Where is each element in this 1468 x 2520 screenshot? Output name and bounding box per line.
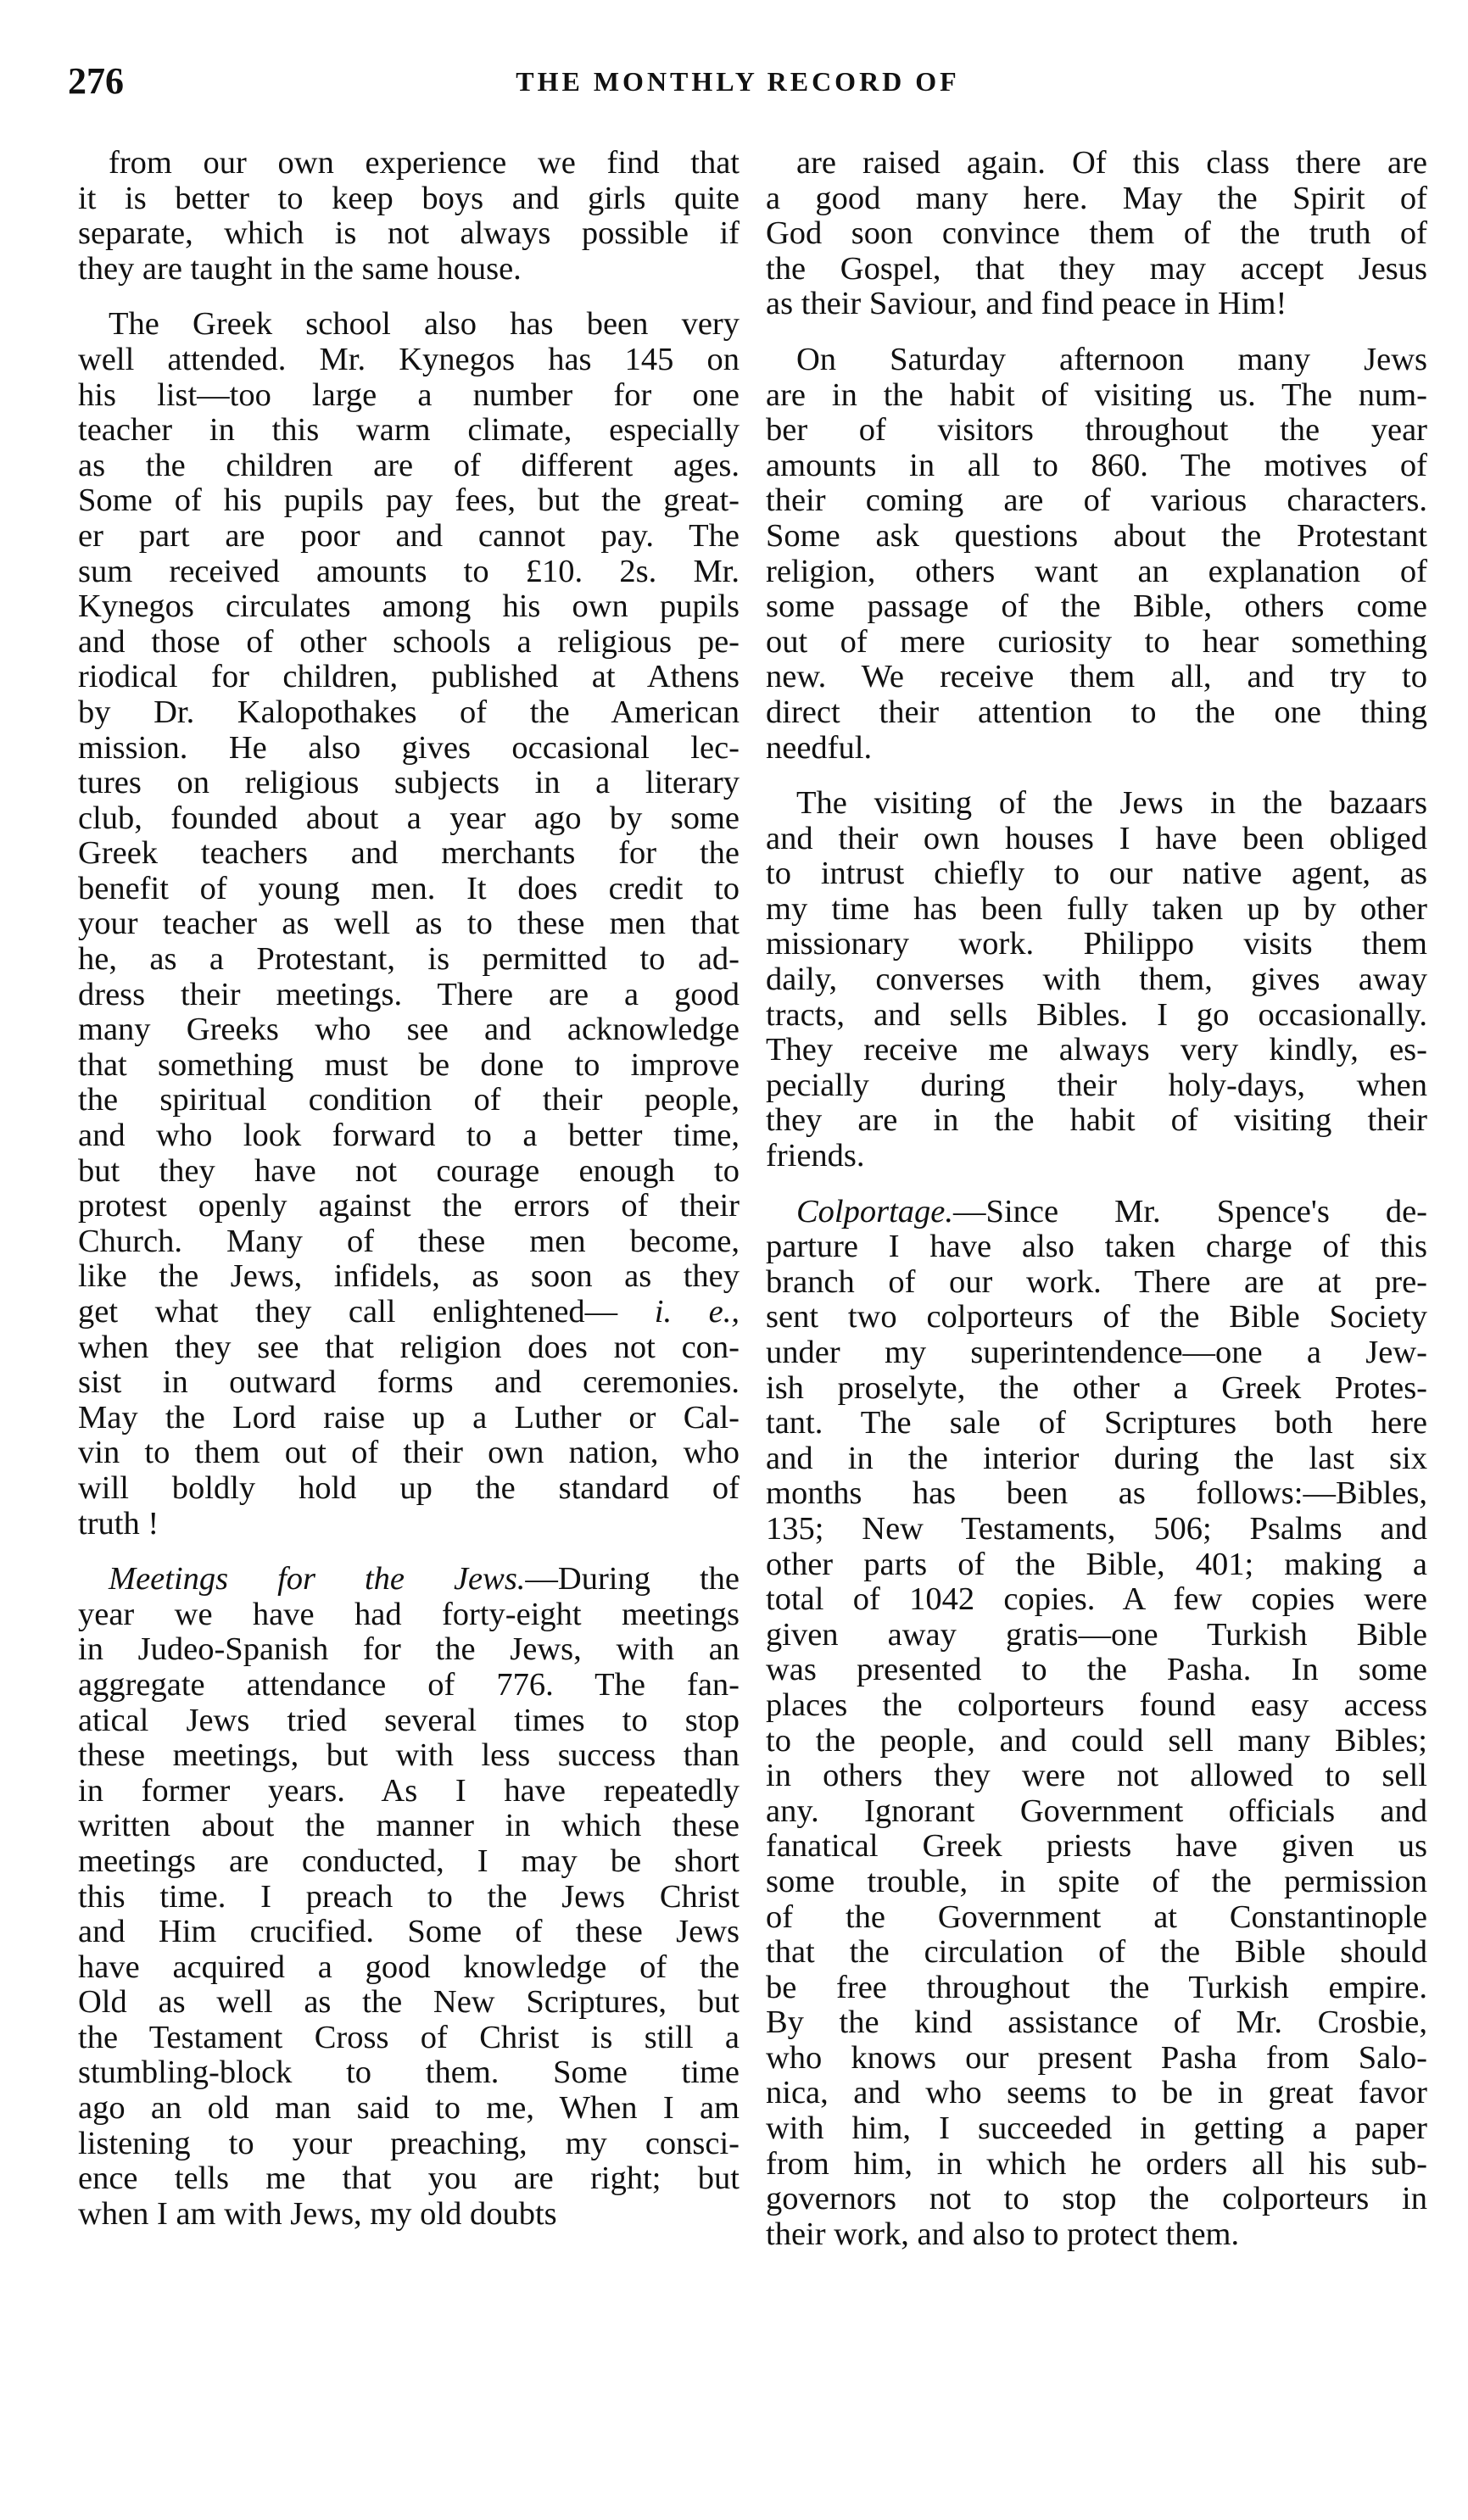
left-column: [78, 146, 740, 2232]
line-text: but they have not courage enough to: [78, 1153, 740, 1189]
text-line: [78, 1738, 740, 1774]
text-line: [78, 1507, 740, 1542]
paragraph: [766, 343, 1427, 766]
line-text: —Since Mr. Spence's de-: [953, 1194, 1427, 1229]
text-line: [78, 1330, 740, 1366]
text-line: [766, 1865, 1427, 1900]
line-text: the Gospel, that they may accept Jesus: [766, 251, 1427, 287]
line-text: of the Government at Constantinople: [766, 1899, 1427, 1935]
line-text: some trouble, in spite of the permission: [766, 1864, 1427, 1899]
text-line: [78, 252, 740, 287]
line-text: places the colporteurs found easy access: [766, 1687, 1427, 1723]
text-line: [78, 1471, 740, 1507]
text-line: [766, 449, 1427, 484]
text-line: [766, 1724, 1427, 1759]
line-text: They receive me always very kindly, es-: [766, 1033, 1427, 1068]
line-text: stumbling-block to them. Some time: [78, 2055, 740, 2091]
text-line: [78, 942, 740, 978]
text-line: [78, 1259, 740, 1295]
paragraph-gap: [78, 1542, 740, 1562]
paragraph-gap: [78, 287, 740, 307]
paragraph: [78, 1562, 740, 2232]
line-text: club, founded about a year ago by some: [78, 800, 740, 836]
line-text: ence tells me that you are right; but: [78, 2161, 740, 2197]
text-line: [78, 1365, 740, 1401]
line-text: who knows our present Pasha from Salo-: [766, 2040, 1427, 2076]
line-text: under my superintendence—one a Jew-: [766, 1335, 1427, 1370]
text-line: [766, 1688, 1427, 1724]
text-line: [766, 1265, 1427, 1301]
text-line: [766, 1582, 1427, 1618]
line-text: tracts, and sells Bibles. I go occasionally.: [766, 997, 1427, 1033]
text-line: [766, 2005, 1427, 2041]
text-line: [78, 1844, 740, 1880]
line-text: tant. The sale of Scriptures both here: [766, 1406, 1427, 1441]
text-line: [78, 1154, 740, 1190]
text-line: [766, 252, 1427, 287]
line-text: truth !: [78, 1506, 159, 1542]
text-line: [78, 589, 740, 625]
text-line: [766, 519, 1427, 555]
text-line: [78, 1774, 740, 1809]
line-text: and in the interior during the last six: [766, 1441, 1427, 1476]
text-line: [766, 1068, 1427, 1104]
line-text: get what they call enlightened—: [78, 1295, 618, 1330]
line-text: missionary work. Philippo visits them: [766, 927, 1427, 962]
text-line: [78, 1224, 740, 1260]
paragraph: [78, 146, 740, 287]
line-text: aggregate attendance of 776. The fan-: [78, 1667, 740, 1703]
line-text: Greek teachers and merchants for the: [78, 836, 740, 872]
text-line: [78, 1118, 740, 1154]
text-line: [766, 1971, 1427, 2006]
paragraph-gap: [766, 322, 1427, 343]
line-text: it is better to keep boys and girls quite: [78, 181, 740, 216]
line-text: religion, others want an explanation of: [766, 554, 1427, 589]
text-line: [766, 1900, 1427, 1936]
line-text: that something must be done to improve: [78, 1047, 740, 1083]
line-text: their coming are of various characters.: [766, 483, 1427, 519]
line-text: he, as a Protestant, is permitted to ad-: [78, 942, 740, 978]
text-line: [766, 1829, 1427, 1865]
text-line: [78, 519, 740, 555]
text-line: [766, 1103, 1427, 1139]
line-text: By the kind assistance of Mr. Crosbie,: [766, 2005, 1427, 2041]
line-text: riodical for children, published at Athens: [78, 660, 740, 695]
line-text: to intrust chiefly to our native agent, as: [766, 856, 1427, 892]
text-line: [766, 1653, 1427, 1688]
line-text: atical Jews tried several times to stop: [78, 1703, 740, 1738]
italic-heading: Colportage.: [796, 1194, 954, 1229]
text-line: [766, 287, 1427, 322]
line-text: they are in the habit of visiting their: [766, 1103, 1427, 1139]
line-text: God soon convince them of the truth of: [766, 216, 1427, 252]
text-line: [78, 1880, 740, 1915]
text-line: [78, 483, 740, 519]
line-text: and Him crucified. Some of these Jews: [78, 1915, 740, 1950]
text-line: [78, 1436, 740, 1471]
text-line: [78, 906, 740, 942]
text-line: [78, 1562, 740, 1597]
paragraph: [78, 307, 740, 1542]
text-line: [766, 555, 1427, 590]
line-text: as the children are of different ages.: [78, 448, 740, 483]
italic-text: i. e.,: [654, 1295, 740, 1330]
text-line: [766, 2147, 1427, 2183]
text-line: [766, 1547, 1427, 1583]
text-line: [78, 1048, 740, 1084]
text-line: [78, 872, 740, 907]
line-text: ish proselyte, the other a Greek Protes-: [766, 1370, 1427, 1406]
line-text: pecially during their holy-days, when: [766, 1068, 1427, 1103]
text-line: [78, 978, 740, 1013]
line-text: nica, and who seems to be in great favor: [766, 2076, 1427, 2111]
line-text: in others they were not allowed to sell: [766, 1759, 1427, 1794]
text-line: [766, 1618, 1427, 1653]
text-line: [766, 1441, 1427, 1477]
line-text: are in the habit of visiting us. The num-: [766, 377, 1427, 413]
text-line: [78, 660, 740, 695]
line-text: the spiritual condition of their people,: [78, 1083, 740, 1118]
line-text: 135; New Testaments, 506; Psalms and: [766, 1511, 1427, 1547]
line-text: needful.: [766, 730, 873, 766]
text-line: [766, 892, 1427, 928]
line-text: sent two colporteurs of the Bible Society: [766, 1300, 1427, 1335]
line-text: as their Saviour, and find peace in Him!: [766, 287, 1287, 322]
line-text: direct their attention to the one thing: [766, 694, 1427, 730]
line-text: their work, and also to protect them.: [766, 2216, 1240, 2252]
text-line: [766, 2111, 1427, 2147]
text-line: [78, 181, 740, 217]
line-text: year we have had forty-eight meetings: [78, 1597, 740, 1632]
line-text: listening to your preaching, my consci-: [78, 2126, 740, 2161]
line-text: meetings are conducted, I may be short: [78, 1843, 740, 1879]
right-column: [766, 146, 1427, 2252]
line-text: and who look forward to a better time,: [78, 1118, 740, 1154]
text-line: [766, 343, 1427, 378]
text-line: [78, 307, 740, 343]
line-text: will boldly hold up the standard of: [78, 1470, 740, 1506]
text-line: [766, 660, 1427, 695]
text-line: [766, 2217, 1427, 2253]
paragraph-gap: [766, 766, 1427, 786]
line-text: your teacher as well as to these men that: [78, 906, 740, 942]
text-line: [78, 1668, 740, 1703]
text-line: [78, 2127, 740, 2162]
line-text: Old as well as the New Scriptures, but: [78, 1985, 740, 2021]
text-line: [766, 625, 1427, 661]
text-line: [78, 695, 740, 731]
line-text: are raised again. Of this class there are: [796, 146, 1427, 181]
running-title: THE MONTHLY RECORD OF: [516, 66, 960, 97]
line-text: they are taught in the same house.: [78, 251, 522, 287]
line-text: May the Lord raise up a Luther or Cal-: [78, 1400, 740, 1436]
text-line: [78, 1915, 740, 1950]
line-text: Some of his pupils pay fees, but the great-: [78, 483, 740, 519]
line-text: some passage of the Bible, others come: [766, 589, 1427, 625]
text-line: [766, 786, 1427, 822]
line-text: Kynegos circulates among his own pupils: [78, 589, 740, 625]
line-text: that the circulation of the Bible should: [766, 1935, 1427, 1971]
paragraph-gap: [766, 1174, 1427, 1195]
line-text: dress their meetings. There are a good: [78, 977, 740, 1012]
line-text: a good many here. May the Spirit of: [766, 181, 1427, 216]
text-line: [78, 449, 740, 484]
line-text: in former years. As I have repeatedly: [78, 1773, 740, 1809]
paragraph: [766, 1195, 1427, 2253]
text-line: [766, 2076, 1427, 2111]
line-text: ber of visitors throughout the year: [766, 413, 1427, 449]
line-text: written about the manner in which these: [78, 1809, 740, 1844]
line-text: daily, converses with them, gives away: [766, 962, 1427, 998]
text-line: [766, 2182, 1427, 2217]
text-line: [766, 927, 1427, 962]
line-text: from him, in which he orders all his sub-: [766, 2146, 1427, 2182]
text-line: [78, 766, 740, 801]
line-text: er part are poor and cannot pay. The: [78, 518, 740, 554]
line-text: many Greeks who see and acknowledge: [78, 1012, 740, 1048]
text-line: [766, 1335, 1427, 1371]
text-line: [766, 1195, 1427, 1230]
text-line: [78, 731, 740, 767]
text-line: [78, 413, 740, 449]
line-text: friends.: [766, 1139, 865, 1174]
line-text: well attended. Mr. Kynegos has 145 on: [78, 342, 740, 377]
text-line: [766, 1300, 1427, 1335]
text-line: [78, 1012, 740, 1048]
line-text: when they see that religion does not con-: [78, 1330, 740, 1365]
text-line: [766, 1033, 1427, 1068]
line-text: fanatical Greek priests have given us: [766, 1829, 1427, 1865]
line-text: this time. I preach to the Jews Christ: [78, 1879, 740, 1915]
text-line: [78, 625, 740, 661]
text-line: [78, 216, 740, 252]
text-line: [78, 378, 740, 414]
line-text: separate, which is not always possible if: [78, 216, 740, 252]
text-line: [78, 1083, 740, 1118]
text-line: [766, 146, 1427, 181]
line-text: tures on religious subjects in a literary: [78, 766, 740, 801]
paragraph: [766, 146, 1427, 322]
text-line: [78, 801, 740, 837]
line-text: and those of other schools a religious pe-: [78, 624, 740, 660]
line-text: The visiting of the Jews in the bazaars: [796, 786, 1427, 822]
line-text: total of 1042 copies. A few copies were: [766, 1582, 1427, 1618]
text-line: [78, 343, 740, 378]
line-text: was presented to the Pasha. In some: [766, 1653, 1427, 1688]
text-line: [78, 2197, 740, 2233]
line-text: be free throughout the Turkish empire.: [766, 1970, 1427, 2005]
text-line: [766, 216, 1427, 252]
line-text: any. Ignorant Government officials and: [766, 1793, 1427, 1829]
line-text: Some ask questions about the Protestant: [766, 518, 1427, 554]
line-text: The Greek school also has been very: [109, 307, 740, 343]
line-text: amounts in all to 860. The motives of: [766, 448, 1427, 483]
text-line: [78, 2021, 740, 2056]
line-text: in Judeo-Spanish for the Jews, with an: [78, 1632, 740, 1668]
text-line: [78, 146, 740, 181]
line-text: given away gratis—one Turkish Bible: [766, 1617, 1427, 1653]
paragraph: [766, 786, 1427, 1174]
text-line: [766, 1371, 1427, 1407]
line-text: these meetings, but with less success than: [78, 1738, 740, 1774]
text-line: [766, 1935, 1427, 1971]
text-line: [766, 2041, 1427, 2077]
line-text: his list—too large a number for one: [78, 377, 740, 413]
line-text: vin to them out of their own nation, who: [78, 1436, 740, 1471]
text-line: [766, 1229, 1427, 1265]
text-line: [766, 856, 1427, 892]
text-line: [766, 962, 1427, 998]
text-line: [766, 1139, 1427, 1174]
text-line: [766, 1794, 1427, 1830]
text-line: [766, 1476, 1427, 1512]
page-number: 276: [68, 60, 124, 102]
text-line: [78, 1985, 740, 2021]
line-text: months has been as follows:—Bibles,: [766, 1476, 1427, 1512]
text-line: [766, 413, 1427, 449]
line-text: like the Jews, infidels, as soon as they: [78, 1259, 740, 1295]
line-text: mission. He also gives occasional lec-: [78, 730, 740, 766]
line-text: —During the: [525, 1562, 740, 1597]
text-line: [78, 1189, 740, 1224]
line-text: teacher in this warm climate, especially: [78, 413, 740, 449]
text-line: [78, 1950, 740, 1986]
text-line: [78, 2161, 740, 2197]
text-line: [766, 483, 1427, 519]
text-line: [78, 836, 740, 872]
italic-heading: Meetings for the Jews.: [109, 1562, 526, 1597]
page-header: [68, 59, 1408, 110]
line-text: branch of our work. There are at pre-: [766, 1264, 1427, 1300]
text-line: [78, 555, 740, 590]
line-text: by Dr. Kalopothakes of the American: [78, 694, 740, 730]
text-line: [78, 2055, 740, 2091]
text-line: [78, 1597, 740, 1633]
line-text: Church. Many of these men become,: [78, 1224, 740, 1259]
line-text: with him, I succeeded in getting a paper: [766, 2111, 1427, 2147]
text-line: [766, 695, 1427, 731]
line-text: have acquired a good knowledge of the: [78, 1949, 740, 1985]
text-line: [78, 2091, 740, 2127]
text-line: [766, 822, 1427, 857]
line-text: out of mere curiosity to hear something: [766, 624, 1427, 660]
text-line: [78, 1703, 740, 1739]
text-line: [78, 1632, 740, 1668]
line-text: parture I have also taken charge of this: [766, 1229, 1427, 1265]
line-text: my time has been fully taken up by other: [766, 891, 1427, 927]
text-line: [78, 1295, 740, 1330]
text-line: [766, 589, 1427, 625]
text-line: [766, 181, 1427, 217]
line-text: protest openly against the errors of their: [78, 1189, 740, 1224]
line-text: new. We receive them all, and try to: [766, 660, 1427, 695]
text-line: [78, 1809, 740, 1844]
text-line: [78, 1401, 740, 1436]
text-line: [766, 731, 1427, 767]
line-text: benefit of young men. It does credit to: [78, 871, 740, 906]
text-line: [766, 1759, 1427, 1794]
line-text: from our own experience we find that: [109, 146, 740, 181]
line-text: and their own houses I have been obliged: [766, 821, 1427, 856]
line-text: other parts of the Bible, 401; making a: [766, 1547, 1427, 1582]
text-line: [766, 1512, 1427, 1547]
line-text: sist in outward forms and ceremonies.: [78, 1365, 740, 1401]
line-text: to the people, and could sell many Bibles;: [766, 1723, 1427, 1759]
text-line: [766, 998, 1427, 1034]
text-line: [766, 378, 1427, 414]
line-text: governors not to stop the colporteurs in: [766, 2182, 1427, 2217]
line-text: when I am with Jews, my old doubts: [78, 2196, 557, 2232]
line-text: ago an old man said to me, When I am: [78, 2091, 740, 2127]
line-text: sum received amounts to £10. 2s. Mr.: [78, 554, 740, 589]
line-text: the Testament Cross of Christ is still a: [78, 2020, 740, 2055]
line-text: On Saturday afternoon many Jews: [796, 342, 1427, 377]
text-line: [766, 1406, 1427, 1441]
